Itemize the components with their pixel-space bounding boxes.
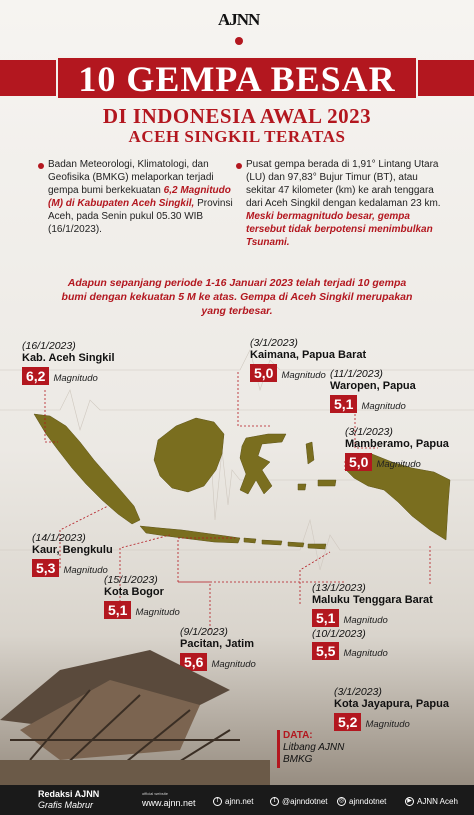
java-island [140, 526, 240, 543]
kalimantan-island [154, 418, 224, 492]
data-source: DATA: Litbang AJNN BMKG [283, 730, 345, 765]
facebook-link[interactable]: f ajnn.net [213, 797, 253, 806]
quake-label: (15/1/2023) Kota Bogor 5,1 Magnitudo [104, 574, 180, 618]
maluku-islands [298, 442, 336, 490]
summary-text: Adapun sepanjang periode 1-16 Januari 2023 telah terjadi 10 gempa bumi dengan kekuatan 5 M ke atas. Gempa di Aceh Singkil merupakan yang terbesar. [61, 277, 413, 317]
quake-label: (16/1/2023) Kab. Aceh Singkil 6,2 Magnitudo [22, 340, 115, 384]
collapsed-house-image [0, 610, 270, 785]
quake-label: (10/1/2023) 5,5 Magnitudo [312, 628, 388, 659]
credits: Redaksi AJNN Grafis Mabrur [38, 789, 100, 810]
youtube-link[interactable]: ▶ AJNN Aceh [405, 797, 458, 806]
magnitude-badge: 5,5 [312, 642, 339, 660]
magnitude-badge: 5,1 [330, 395, 357, 413]
page-subtitle-2: ACEH SINGKIL TERATAS [128, 127, 346, 146]
quake-label: (3/1/2023) Mamberamo, Papua 5,0 Magnitudo [345, 426, 449, 470]
left-paragraph: Badan Meteorologi, Klimatologi, dan Geofisika (BMKG) melaporkan terjadi gempa bumi berkekuatan 6,2 Magnitudo (M) di Kabupaten Aceh Singkil, Provinsi Aceh, pada Senin pukul 05.30 WIB (16/1/2023). [48, 159, 233, 235]
quake-label: (14/1/2023) Kaur, Bengkulu 5,3 Magnitudo [32, 532, 113, 576]
website-link[interactable]: www.ajnn.net [142, 798, 196, 808]
web-label: official website [142, 791, 168, 796]
instagram-icon: ◎ [338, 798, 345, 804]
instagram-link[interactable]: ◎ ajnndotnet [338, 797, 387, 806]
bullet-icon [38, 163, 44, 169]
footer [0, 785, 474, 815]
quake-label: (3/1/2023) Kaimana, Papua Barat 5,0 Magnitudo [250, 337, 367, 381]
source-bar [277, 730, 280, 768]
magnitude-badge: 6,2 [22, 367, 49, 385]
twitter-icon: t [270, 797, 279, 806]
bullet-icon [236, 163, 242, 169]
magnitude-badge: 5,3 [32, 559, 59, 577]
magnitude-badge: 5,6 [180, 653, 207, 671]
youtube-icon: ▶ [405, 797, 414, 806]
page-title: 10 GEMPA BESAR [78, 59, 396, 99]
page-subtitle: DI INDONESIA AWAL 2023 [102, 104, 372, 128]
magnitude-badge: 5,1 [104, 601, 131, 619]
quake-label: (9/1/2023) Pacitan, Jatim 5,6 Magnitudo [180, 626, 256, 670]
logo-dot-icon [235, 37, 243, 45]
quake-label: (13/1/2023) Maluku Tenggara Barat 5,1 Magnitudo [312, 582, 433, 626]
sulawesi-island [240, 434, 286, 494]
quake-label: (3/1/2023) Kota Jayapura, Papua 5,2 Magnitudo [334, 686, 449, 730]
quake-label: (11/1/2023) Waropen, Papua 5,1 Magnitudo [330, 368, 416, 412]
magnitude-badge: 5,1 [312, 609, 339, 627]
right-paragraph: Pusat gempa berada di 1,91° Lintang Utara (LU) dan 97,83° Bujur Timur (BT), atau sekitar 47 kilometer (km) ke arah tenggara dari Aceh Singkil dengan kedalaman 23 km. Meski bermagnitudo besar, gempa tersebut tidak berpotensi menimbulkan Tsunami. [246, 159, 441, 248]
magnitude-badge: 5,2 [334, 713, 361, 731]
magnitude-badge: 5,0 [250, 364, 277, 382]
ajnn-logo: AJNN [218, 10, 258, 44]
sumatra-island [34, 414, 140, 524]
magnitude-badge: 5,0 [345, 453, 372, 471]
twitter-link[interactable]: t @ajnndotnet [270, 797, 328, 806]
facebook-icon: f [213, 797, 222, 806]
